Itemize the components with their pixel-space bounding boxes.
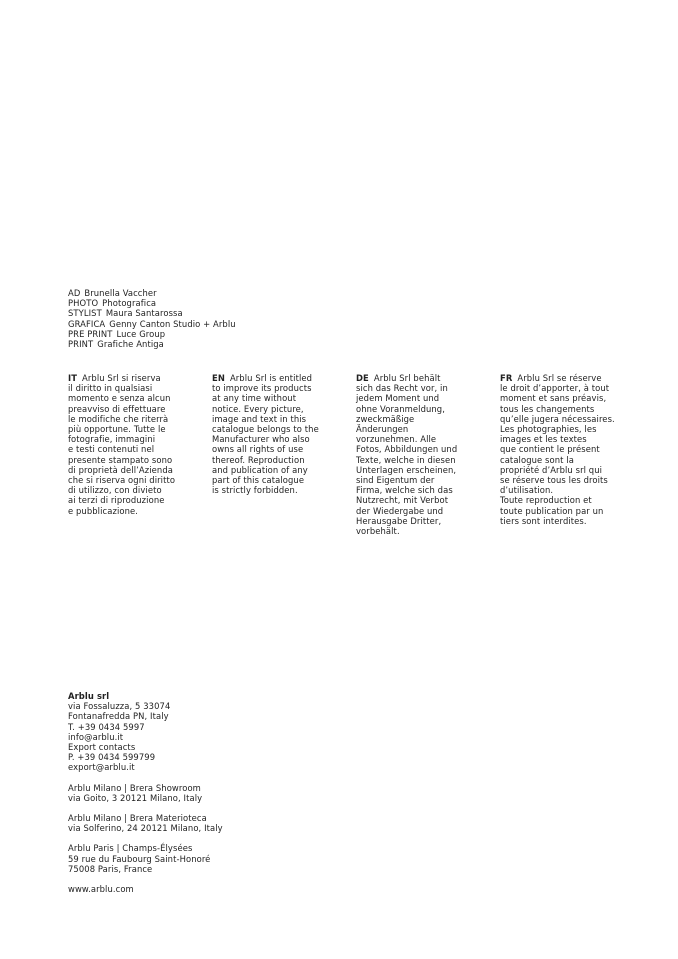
disclaimer-fr [500,373,630,526]
milano-showroom-block [68,783,223,803]
credit-name: Genny Canton Studio + Arblu [109,318,236,329]
contacts-block [68,691,223,894]
disclaimer-en [212,373,342,495]
credit-role: GRAFICA [68,318,106,329]
location-address: 59 rue du Faubourg Saint-Honoré [68,853,211,864]
disclaimer-en-paragraph [212,373,342,495]
credit-name: Luce Group [116,328,166,339]
disclaimer-de-paragraph [356,373,486,536]
disclaimer-de [356,373,486,536]
phone-number: T. +39 0434 5997 [68,721,145,732]
website-link[interactable]: www.arblu.com [68,884,134,895]
disclaimer-it-paragraph [68,373,198,516]
credit-name: Brunella Vaccher [84,288,157,298]
credit-name: Maura Santarossa [105,308,183,319]
lang-code-de: DE [356,373,369,383]
disclaimer-en-text: Arblu Srl is entitled to improve its products at any time without notice. Every picture, image and text in this catalogue belongs to the Manufacturer who also owns all rights of use thereof. Reproduction and publication of any part of this catalogue is strictly forbidden. [212,373,319,496]
address-line: via Fossaluzza, 5 33074 [68,701,171,712]
export-contacts-label: Export contacts [68,742,136,753]
location-name: Arblu Paris | Champs-Élysées [68,843,193,854]
credit-row [68,329,236,339]
credit-row [68,319,236,329]
export-email-link[interactable]: export@arblu.it [68,762,135,773]
credit-name: Photografica [102,298,157,309]
email-link[interactable]: info@arblu.it [68,731,124,742]
credit-row [68,298,236,308]
credits-block [68,288,236,349]
location-address: via Solferino, 24 20121 Milano, Italy [68,823,223,834]
lang-code-en: EN [212,373,225,383]
disclaimer-it-text: Arblu Srl si riserva il diritto in qualsiasi momento e senza alcun preavviso di effettuare le modifiche che riterrà più opportune. Tutte le fotografie, immagini e testi contenuti nel presente stampato sono di proprietà dell’Azienda che si riserva ogni diritto di utilizzo, con divieto ai terzi di riproduzione e pubblicazione. [68,373,176,516]
credit-role: STYLIST [68,308,102,319]
credit-role: PRE PRINT [68,328,113,339]
lang-code-it: IT [68,373,78,383]
export-phone-number: P. +39 0434 599799 [68,752,156,763]
credit-role: AD [68,288,81,298]
credit-name: Grafiche Antiga [97,339,164,350]
paris-block [68,843,223,874]
disclaimer-it [68,373,198,516]
credit-role: PRINT [68,339,94,350]
milano-materioteca-block [68,813,223,833]
address-line: Fontanafredda PN, Italy [68,711,169,722]
credit-row [68,339,236,349]
disclaimer-fr-text: Arblu Srl se réserve le droit d’apporter, à tout moment et sans préavis, tous les changements qu’elle jugera nécessaires. Les photographies, les images et les textes que contient le présent catalogue sont la propriété d’Arblu srl qui se réserve tous les droits d’utilisation. Toute reproduction et toute publication par un tiers sont interdites. [500,373,615,526]
credit-role: PHOTO [68,298,99,309]
disclaimer-fr-paragraph [500,373,630,526]
location-address: via Goito, 3 20121 Milano, Italy [68,792,203,803]
company-name: Arblu srl [68,691,110,701]
credit-row [68,288,236,298]
lang-code-fr: FR [500,373,513,383]
credit-row [68,308,236,318]
location-name: Arblu Milano | Brera Materioteca [68,813,207,824]
location-address: 75008 Paris, France [68,863,153,874]
location-name: Arblu Milano | Brera Showroom [68,782,201,793]
disclaimer-de-text: Arblu Srl behält sich das Recht vor, in jedem Moment und ohne Voranmeldung, zweckmäßige Änderungen vorzunehmen. Alle Fotos, Abbildungen und Texte, welche in diesen Unterlagen erscheinen, sind Eigentum der Firma, welche sich das Nutzrecht, mit Verbot der Wiedergabe und Herausgabe Dritter, vorbehält. [356,373,458,537]
